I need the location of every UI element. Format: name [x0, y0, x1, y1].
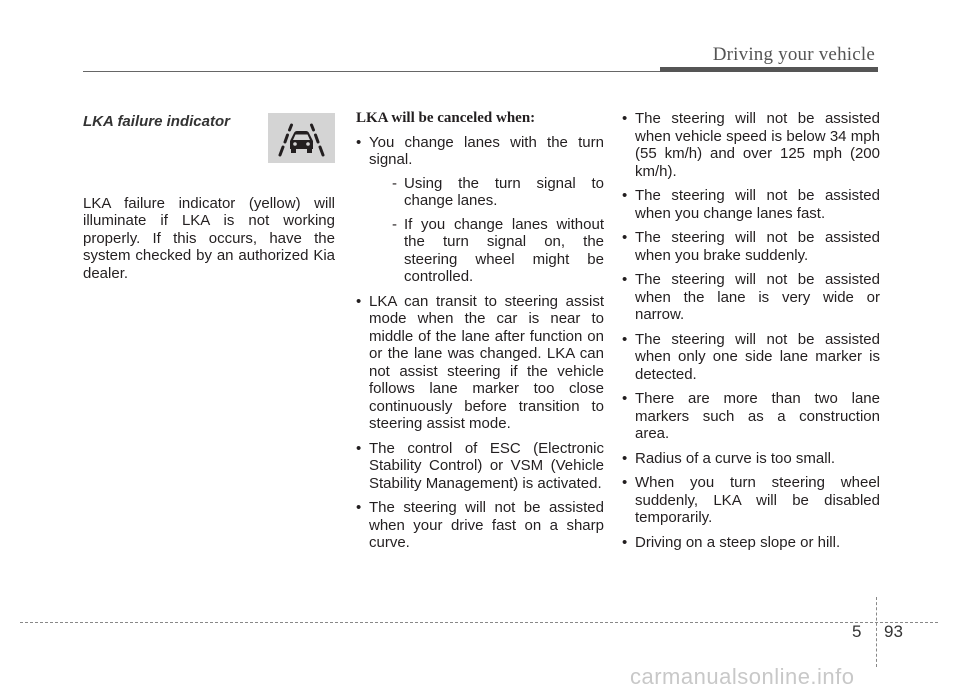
section-number: 5 — [852, 622, 862, 641]
failure-indicator-paragraph: LKA failure indicator (yellow) will illuminate if LKA is not working properly. If this occurs, have the system checked by an authorized Kia dealer. — [83, 194, 335, 282]
list-item: • The steering will not be assisted when only one side lane marker is detected. — [622, 331, 880, 384]
header-title: Driving your vehicle — [712, 44, 875, 65]
list-item: • The steering will not be assisted when vehicle speed is below 34 mph (55 km/h) and over 125 mph (200 km/h). — [622, 110, 880, 180]
lka-indicator-icon-box — [268, 113, 335, 163]
list-item: • The steering will not be assisted when you change lanes fast. — [622, 187, 880, 222]
cancel-conditions-heading: LKA will be canceled when: — [356, 110, 536, 126]
footer-divider — [876, 597, 877, 667]
list-item: • Driving on a steep slope or hill. — [622, 534, 880, 552]
list-item-text: You change lanes with the turn signal. — [369, 133, 604, 168]
list-item: • Radius of a curve is too small. — [622, 450, 880, 468]
page-number: 93 — [884, 622, 903, 641]
list-item: • The control of ESC (Electronic Stability Control) or VSM (Vehicle Stability Management) is activated. — [356, 440, 604, 493]
list-item: • LKA can transit to steering assist mode when the car is near to middle of the lane after function on or the lane was changed. LKA can not assist steering if the vehicle follows lane marker too close continuously before transition to steering assist mode. — [356, 293, 604, 433]
column-1 — [83, 110, 335, 282]
list-item — [356, 134, 604, 286]
list-item: • There are more than two lane markers such as a construction area. — [622, 390, 880, 443]
sub-list-item: - Using the turn signal to change lanes. — [382, 175, 604, 210]
sub-list-item: - If you change lanes without the turn signal on, the steering wheel might be controlled. — [382, 216, 604, 286]
watermark: carmanualsonline.info — [630, 664, 855, 689]
column-3 — [622, 110, 880, 558]
list-item: • The steering will not be assisted when your drive fast on a sharp curve. — [356, 499, 604, 552]
header-rule-accent — [660, 67, 878, 72]
lka-car-lanes-icon — [268, 113, 335, 163]
list-item: • When you turn steering wheel suddenly, LKA will be disabled temporarily. — [622, 474, 880, 527]
footer-rule — [20, 622, 938, 623]
list-item: • The steering will not be assisted when the lane is very wide or narrow. — [622, 271, 880, 324]
column-2 — [356, 110, 604, 559]
list-item: • The steering will not be assisted when you brake suddenly. — [622, 229, 880, 264]
section-title: LKA failure indicator — [83, 113, 230, 130]
